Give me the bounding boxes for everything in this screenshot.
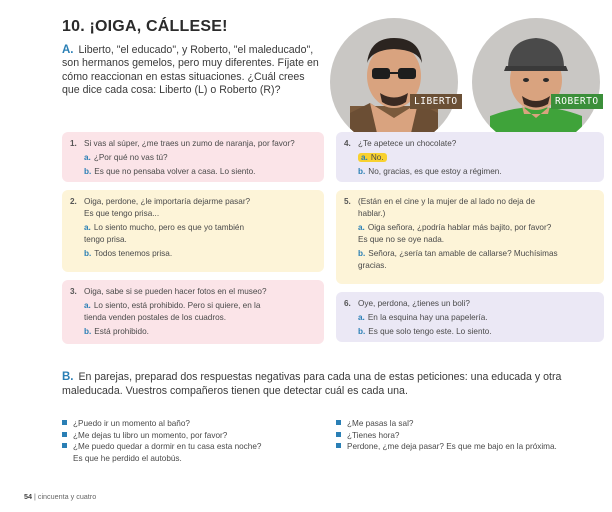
situation-question: ¿Te apetece un chocolate? — [358, 139, 457, 148]
option-b-text-cont: gracias. — [358, 261, 387, 270]
situation-card-5 — [336, 190, 604, 284]
section-a-letter: A. — [62, 44, 74, 56]
request-item: Perdone, ¿me deja pasar? Es que me bajo en la próxima. — [336, 441, 604, 453]
bullet-square-icon — [336, 443, 341, 448]
option-letter-b: b. — [84, 327, 92, 336]
option-b-text: No, gracias, es que estoy a régimen. — [368, 167, 502, 176]
option-letter-a: a. — [361, 153, 368, 162]
request-item: ¿Me puedo quedar a dormir en tu casa esta noche? — [62, 441, 330, 453]
request-list-right — [336, 418, 604, 453]
bullet-square-icon — [62, 420, 67, 425]
situation-number: 4. — [344, 139, 351, 148]
bullet-square-icon — [336, 420, 341, 425]
option-b-text: Señora, ¿sería tan amable de callarse? Muchísimas — [368, 249, 558, 258]
situation-card-4 — [336, 132, 604, 182]
option-a-text-cont: tienda venden postales de los cuadros. — [84, 313, 227, 322]
request-item: ¿Me dejas tu libro un momento, por favor? — [62, 430, 330, 442]
option-a-text: Lo siento, está prohibido. Pero si quiere, en la — [93, 301, 261, 310]
section-b-letter: B. — [62, 371, 74, 383]
situation-number: 5. — [344, 197, 351, 206]
exercise-title: 10. ¡OIGA, CÁLLESE! — [62, 18, 228, 35]
option-letter-a: a. — [358, 223, 365, 232]
roberto-name-tag: ROBERTO — [551, 94, 603, 109]
situation-card-1 — [62, 132, 324, 182]
section-a-instructions — [62, 44, 320, 98]
page-number: 54 — [24, 492, 32, 501]
option-b-text: Es que no pensaba volver a casa. Lo siento. — [94, 167, 256, 176]
request-item: ¿Tienes hora? — [336, 430, 604, 442]
option-letter-a: a. — [84, 223, 91, 232]
liberto-photo — [330, 18, 458, 146]
option-letter-b: b. — [358, 167, 366, 176]
situation-question: Oye, perdona, ¿tienes un boli? — [358, 299, 470, 308]
bullet-square-icon — [62, 443, 67, 448]
option-letter-a: a. — [84, 153, 91, 162]
situation-question: Oiga, perdone, ¿le importaría dejarme pasar? — [84, 197, 251, 206]
section-b-instructions — [62, 371, 582, 398]
bullet-square-icon — [336, 432, 341, 437]
option-letter-b: b. — [84, 249, 92, 258]
option-a-text: No. — [370, 153, 384, 162]
option-a-text-cont: Es que no se oye nada. — [358, 235, 445, 244]
situation-number: 3. — [70, 287, 77, 296]
situation-number: 6. — [344, 299, 351, 308]
page-footer — [24, 492, 96, 501]
situation-card-2 — [62, 190, 324, 272]
bullet-square-icon — [62, 432, 67, 437]
roberto-photo — [472, 18, 600, 146]
situation-card-6 — [336, 292, 604, 342]
situation-question-cont: Es que tengo prisa... — [84, 209, 160, 218]
situation-card-3 — [62, 280, 324, 344]
option-letter-a: a. — [84, 301, 91, 310]
situation-question-cont: hablar.) — [358, 209, 386, 218]
section-a-text: Liberto, "el educado", y Roberto, "el maleducado", son hermanos gemelos, pero muy diferentes. Fíjate en cómo reaccionan en estas situaciones. ¿Cuál crees que dice cada cosa: Liberto (L) o Roberto (R)? — [62, 44, 319, 97]
option-a-text: Lo siento mucho, pero es que yo también — [93, 223, 245, 232]
option-a-text: En la esquina hay una papelería. — [367, 313, 488, 322]
option-letter-a: a. — [358, 313, 365, 322]
option-b-text: Es que solo tengo este. Lo siento. — [368, 327, 492, 336]
option-b-text: Todos tenemos prisa. — [94, 249, 173, 258]
request-item: ¿Puedo ir un momento al baño? — [62, 418, 330, 430]
option-a-text-cont: tengo prisa. — [84, 235, 127, 244]
situation-question: Si vas al súper, ¿me traes un zumo de naranja, por favor? — [84, 139, 295, 148]
option-letter-b: b. — [358, 249, 366, 258]
liberto-name-tag: LIBERTO — [410, 94, 462, 109]
option-letter-b: b. — [358, 327, 366, 336]
option-a-text: ¿Por qué no vas tú? — [93, 153, 168, 162]
situation-question: Oiga, sabe si se pueden hacer fotos en el museo? — [84, 287, 267, 296]
page-number-words: | cincuenta y cuatro — [34, 492, 97, 501]
request-list-left — [62, 418, 330, 464]
situation-number: 1. — [70, 139, 77, 148]
situation-number: 2. — [70, 197, 77, 206]
request-item-cont: Es que he perdido el autobús. — [73, 453, 182, 463]
option-letter-b: b. — [84, 167, 92, 176]
request-item: ¿Me pasas la sal? — [336, 418, 604, 430]
situation-question: (Están en el cine y la mujer de al lado no deja de — [358, 197, 536, 206]
option-a-text: Oiga señora, ¿podría hablar más bajito, por favor? — [367, 223, 552, 232]
option-b-text: Está prohibido. — [94, 327, 149, 336]
section-b-text: En parejas, preparad dos respuestas negativas para cada una de estas peticiones: una educada y otra maleducada. Vuestros compañeros tienen que detectar cuál es cada una. — [62, 371, 562, 397]
